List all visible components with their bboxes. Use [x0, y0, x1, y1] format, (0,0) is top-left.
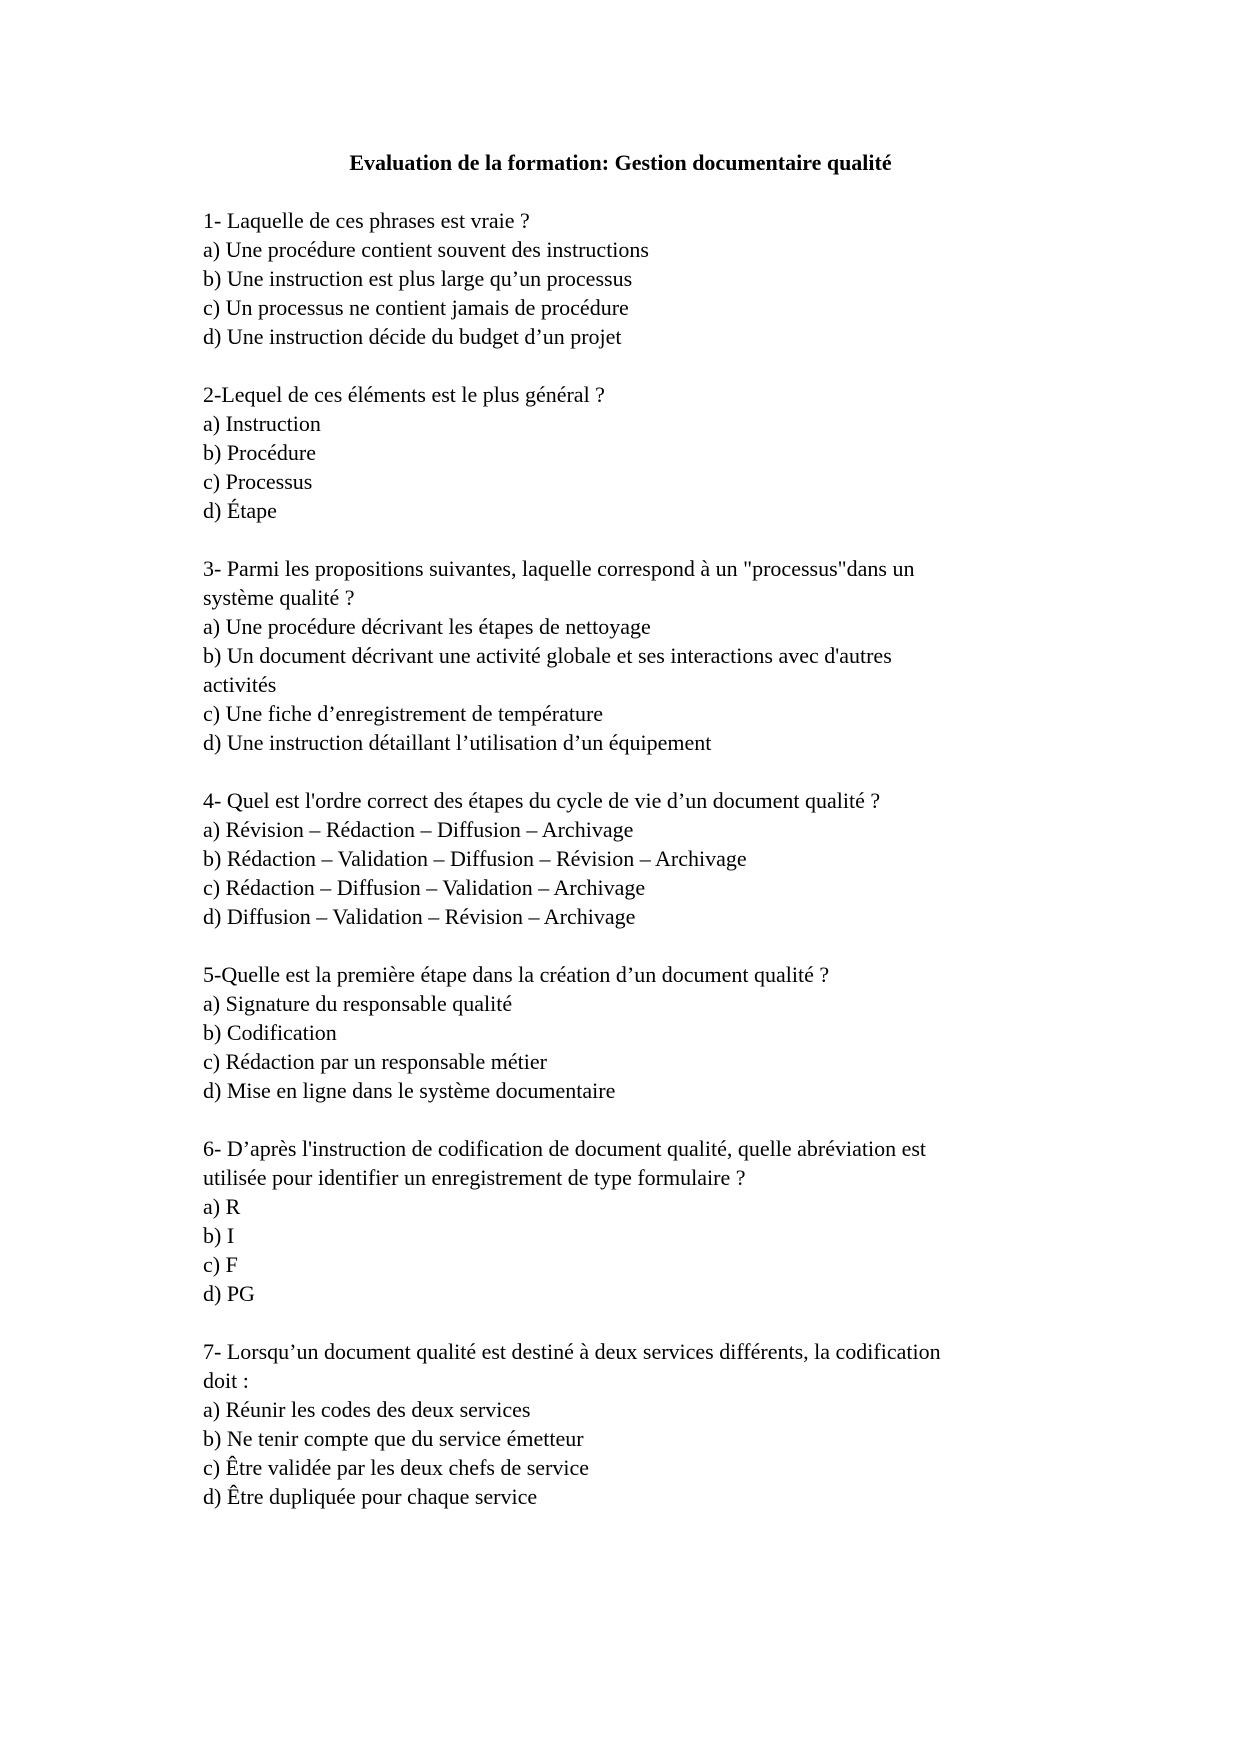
question-block — [203, 380, 1083, 525]
answer-option: c) Rédaction par un responsable métier — [203, 1049, 547, 1074]
answer-option: c) Rédaction – Diffusion – Validation – Archivage — [203, 875, 646, 900]
answer-option: c) Une fiche d’enregistrement de température — [203, 701, 604, 726]
question-block — [203, 554, 1083, 757]
answer-option: a) Réunir les codes des deux services — [203, 1397, 531, 1422]
questions-list — [203, 206, 1083, 1540]
question-block — [203, 206, 1083, 351]
page-title: Evaluation de la formation: Gestion documentaire qualité — [349, 150, 892, 175]
answer-option: b) Rédaction – Validation – Diffusion – Révision – Archivage — [203, 846, 747, 871]
answer-option: b) Procédure — [203, 440, 317, 465]
answer-option: b) I — [203, 1223, 235, 1248]
question-text-line: 1- Laquelle de ces phrases est vraie ? — [203, 208, 530, 233]
answer-option: d) Mise en ligne dans le système documentaire — [203, 1078, 616, 1103]
answer-option: d) Une instruction décide du budget d’un projet — [203, 324, 622, 349]
answer-option: d) PG — [203, 1281, 255, 1306]
answer-option: a) Signature du responsable qualité — [203, 991, 513, 1016]
answer-option: a) Une procédure contient souvent des instructions — [203, 237, 649, 262]
question-text-line: système qualité ? — [203, 585, 355, 610]
question-text-line: 7- Lorsqu’un document qualité est destiné à deux services différents, la codification — [203, 1339, 941, 1364]
answer-option: b) Codification — [203, 1020, 337, 1045]
question-text-line: 3- Parmi les propositions suivantes, laquelle correspond à un "processus"dans un — [203, 556, 915, 581]
answer-option: d) Étape — [203, 498, 277, 523]
answer-option: d) Une instruction détaillant l’utilisation d’un équipement — [203, 730, 712, 755]
question-block — [203, 786, 1083, 931]
question-text-line: utilisée pour identifier un enregistrement de type formulaire ? — [203, 1165, 746, 1190]
answer-option: a) Instruction — [203, 411, 321, 436]
answer-option: a) R — [203, 1194, 241, 1219]
answer-option: a) Révision – Rédaction – Diffusion – Archivage — [203, 817, 634, 842]
question-block — [203, 960, 1083, 1105]
question-text-line: doit : — [203, 1368, 249, 1393]
question-block — [203, 1337, 1083, 1511]
question-text-line: 2-Lequel de ces éléments est le plus général ? — [203, 382, 605, 407]
question-text-line: 5-Quelle est la première étape dans la création d’un document qualité ? — [203, 962, 830, 987]
answer-option: b) Un document décrivant une activité globale et ses interactions avec d'autres — [203, 643, 892, 668]
answer-option: c) Processus — [203, 469, 313, 494]
answer-option-continuation: activités — [203, 672, 277, 697]
answer-option: c) F — [203, 1252, 238, 1277]
answer-option: b) Une instruction est plus large qu’un processus — [203, 266, 633, 291]
answer-option: d) Être dupliquée pour chaque service — [203, 1484, 538, 1509]
answer-option: d) Diffusion – Validation – Révision – Archivage — [203, 904, 636, 929]
answer-option: a) Une procédure décrivant les étapes de nettoyage — [203, 614, 651, 639]
answer-option: b) Ne tenir compte que du service émetteur — [203, 1426, 584, 1451]
question-block — [203, 1134, 1083, 1308]
answer-option: c) Un processus ne contient jamais de procédure — [203, 295, 629, 320]
question-text-line: 6- D’après l'instruction de codification de document qualité, quelle abréviation est — [203, 1136, 927, 1161]
answer-option: c) Être validée par les deux chefs de service — [203, 1455, 590, 1480]
question-text-line: 4- Quel est l'ordre correct des étapes du cycle de vie d’un document qualité ? — [203, 788, 881, 813]
